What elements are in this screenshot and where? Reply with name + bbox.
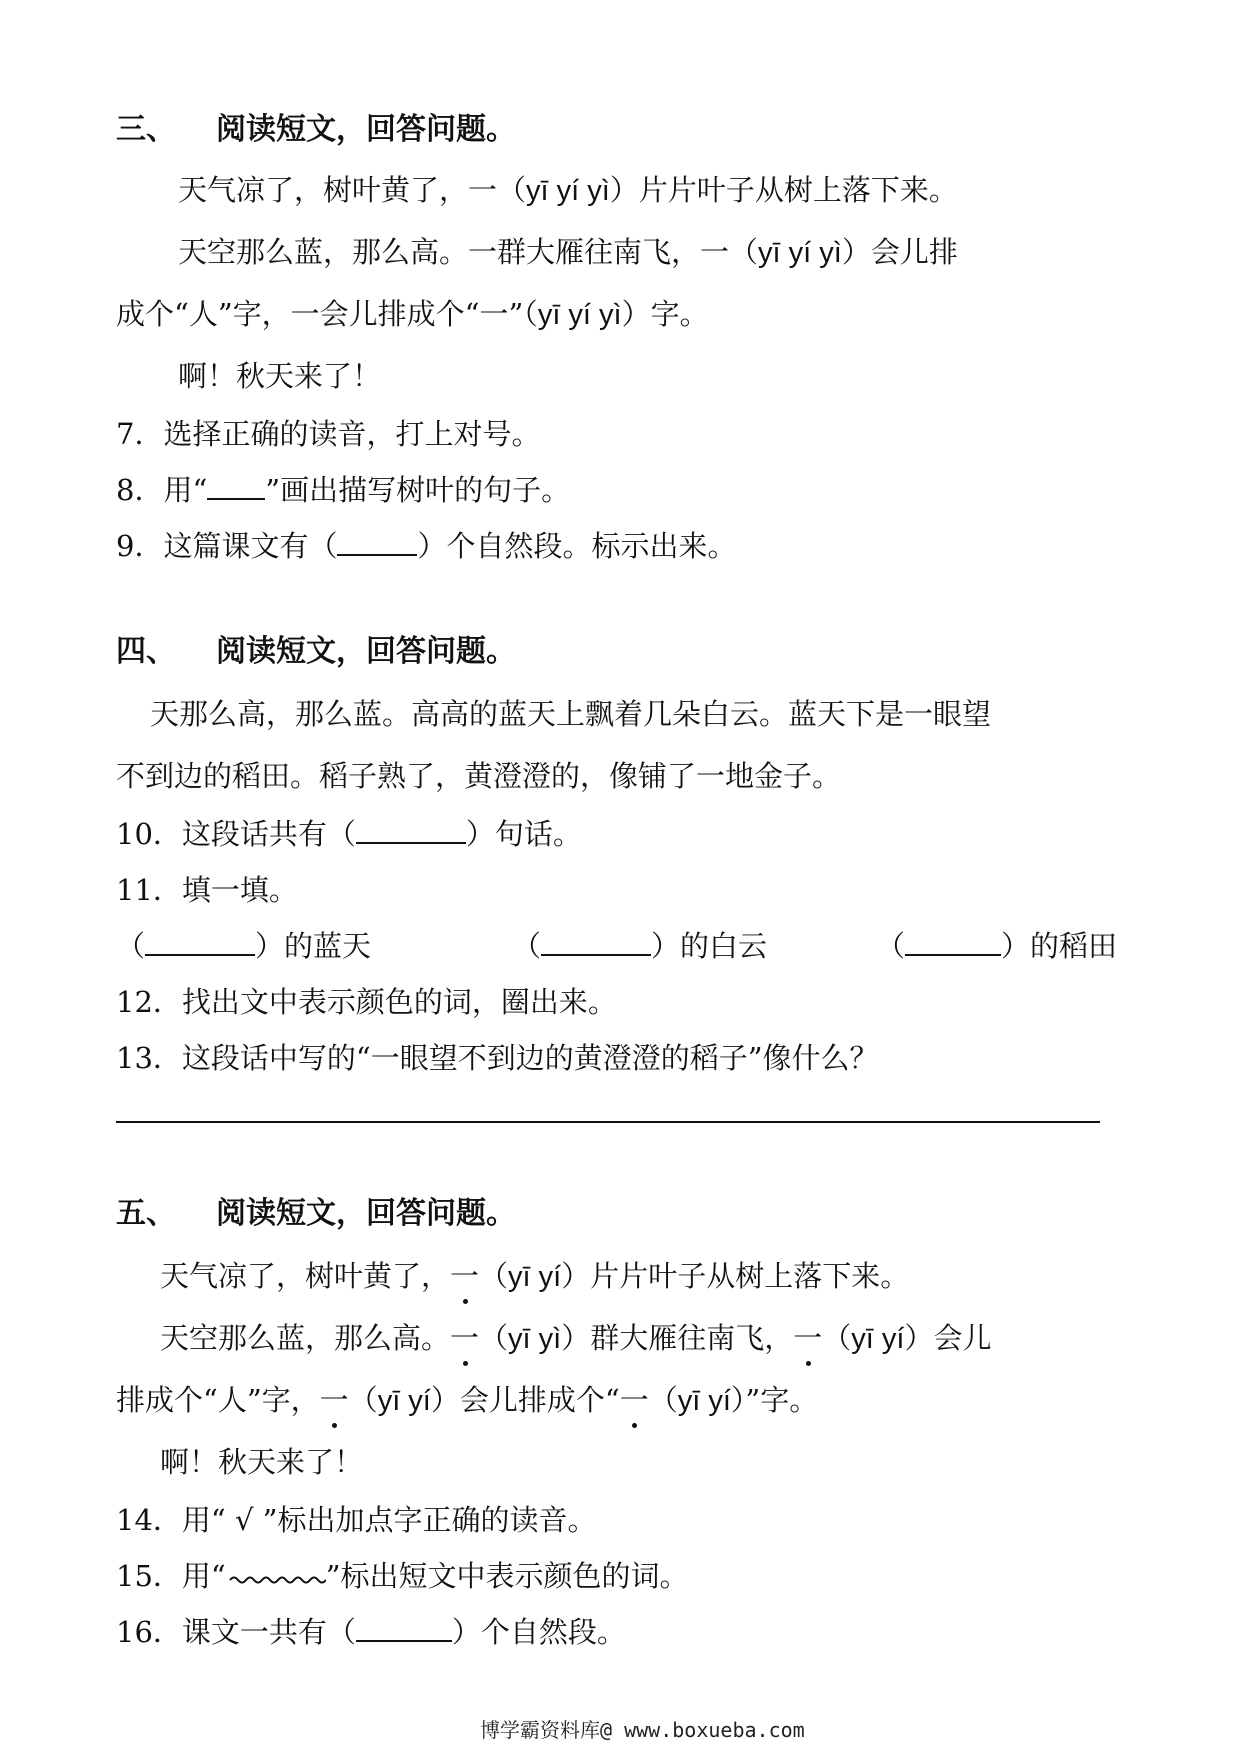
fill-item-3: （ ）的稻田 <box>876 926 1117 966</box>
question-12: 12．找出文中表示颜色的词，圈出来。 <box>116 985 617 1019</box>
s5-paragraph-3: 排成个“人”字，一（yī yí）会儿排成个“一（yī yí）”字。 <box>116 1380 818 1421</box>
answer-blank[interactable] <box>356 814 466 844</box>
question-16: 16．课文一共有（ ）个自然段。 <box>116 1612 626 1652</box>
fill-item-1: （ ）的蓝天 <box>116 926 371 966</box>
section-5-heading <box>116 1194 516 1234</box>
s3-paragraph-1: 天气凉了，树叶黄了，一（yī yí yì）片片叶子从树上落下来。 <box>178 173 958 207</box>
fill-item-2: （ ）的白云 <box>512 926 767 966</box>
question-15: 15．用“ ”标出短文中表示颜色的词。 <box>116 1556 689 1596</box>
wavy-underline-icon <box>226 1556 326 1586</box>
section-4-heading <box>116 632 516 672</box>
answer-blank[interactable] <box>207 470 265 500</box>
s4-paragraph-line-2: 不到边的稻田。稻子熟了，黄澄澄的，像铺了一地金子。 <box>116 759 842 793</box>
answer-blank[interactable] <box>337 526 417 556</box>
dotted-char: 一 <box>793 1318 822 1358</box>
section-5-title: 阅读短文，回答问题。 <box>216 1196 516 1231</box>
dotted-char: 一 <box>450 1318 479 1358</box>
answer-blank[interactable] <box>145 926 255 956</box>
dotted-char: 一 <box>450 1256 479 1296</box>
s5-paragraph-1: 天气凉了，树叶黄了，一（yī yí）片片叶子从树上落下来。 <box>160 1256 909 1297</box>
s5-paragraph-4: 啊！秋天来了！ <box>160 1445 364 1479</box>
dotted-char: 一 <box>320 1380 349 1420</box>
section-5-number: 五、 <box>116 1196 176 1231</box>
watermark: 博学霸资料库@ www.boxueba.com <box>480 1718 805 1742</box>
dotted-char: 一 <box>620 1380 649 1420</box>
s5-paragraph-2: 天空那么蓝，那么高。一（yī yì）群大雁往南飞，一（yī yí）会儿 <box>160 1318 991 1359</box>
section-3-title: 阅读短文，回答问题。 <box>216 112 516 147</box>
section-3-number: 三、 <box>116 112 176 147</box>
section-3-heading <box>116 110 516 150</box>
question-9: 9．这篇课文有（ ）个自然段。标示出来。 <box>116 526 736 566</box>
s3-paragraph-4: 啊！秋天来了！ <box>178 359 382 393</box>
s4-paragraph-line-1: 天那么高，那么蓝。高高的蓝天上飘着几朵白云。蓝天下是一眼望 <box>150 697 992 731</box>
question-13: 13．这段话中写的“一眼望不到边的黄澄澄的稻子”像什么？ <box>116 1041 879 1075</box>
answer-blank[interactable] <box>905 926 1001 956</box>
question-14: 14．用“ √ ”标出加点字正确的读音。 <box>116 1503 597 1537</box>
s3-paragraph-3: 成个“人”字，一会儿排成个“一”（yī yí yì）字。 <box>116 297 709 331</box>
section-4-number: 四、 <box>116 634 176 669</box>
question-11: 11．填一填。 <box>116 873 298 907</box>
question-7: 7．选择正确的读音，打上对号。 <box>116 417 541 451</box>
question-10: 10．这段话共有（ ）句话。 <box>116 814 582 854</box>
answer-blank[interactable] <box>541 926 651 956</box>
question-8: 8．用“ ”画出描写树叶的句子。 <box>116 470 570 510</box>
answer-blank[interactable] <box>356 1612 452 1642</box>
section-4-title: 阅读短文，回答问题。 <box>216 634 516 669</box>
s3-paragraph-2: 天空那么蓝，那么高。一群大雁往南飞，一（yī yí yì）会儿排 <box>178 235 958 269</box>
answer-line[interactable] <box>116 1121 1100 1123</box>
